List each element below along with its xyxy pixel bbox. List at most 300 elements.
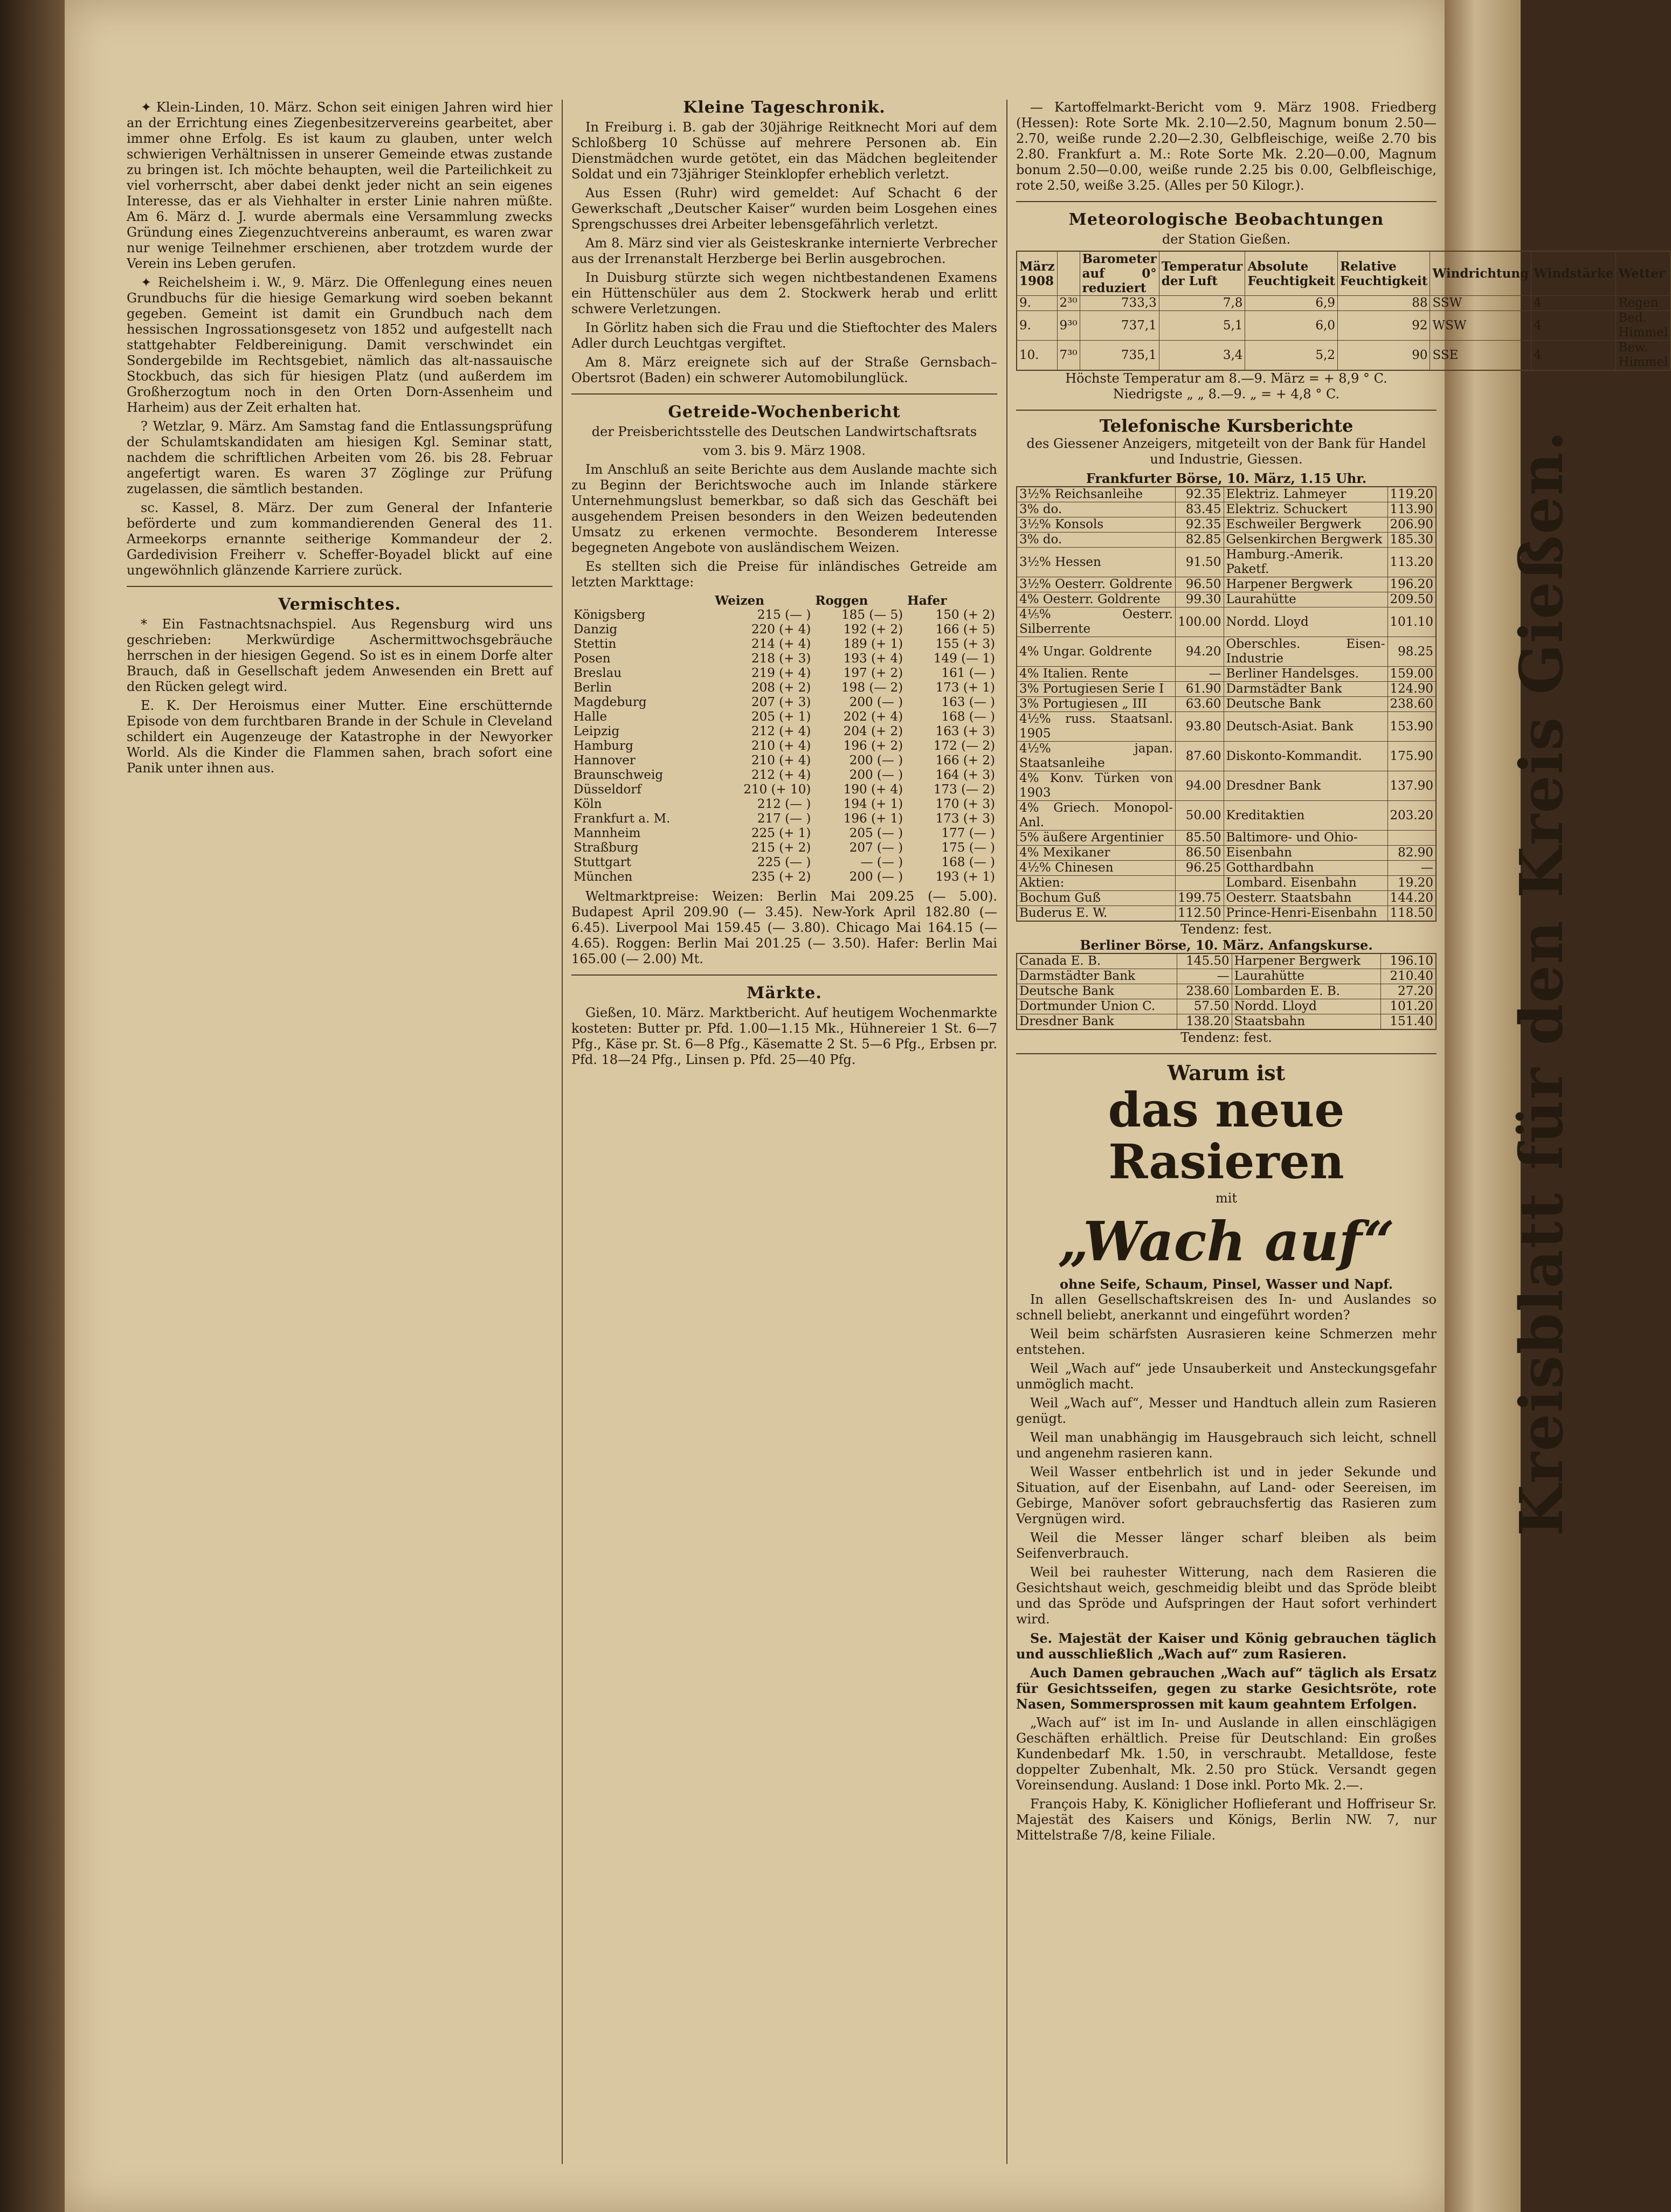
- table-cell: 90: [1337, 341, 1430, 371]
- article-fastnacht: * Ein Fastnachtsnachspiel. Aus Regensburg wird uns geschrieben: Merkwürdige Aschermittwochsgebräuche herrschen in der hiesigen Gegend. So ist es in einem Dorfe alter Brauch, daß in Gesellschaft jedem Anwesenden ein Brett auf den Rücken gelegt wird.: [127, 617, 553, 694]
- table-cell: 168 (— ): [941, 855, 995, 869]
- table-row: [571, 754, 997, 768]
- table-row: [571, 608, 997, 623]
- table-cell: 215 (+ 2): [751, 841, 811, 855]
- table-cell: 197 (+ 2): [843, 666, 903, 680]
- table-cell: Danzig: [574, 623, 618, 637]
- ad-question: Warum ist: [1167, 1061, 1286, 1085]
- article-klein-linden: ✦ Klein-Linden, 10. März. Schon seit einigen Jahren wird hier an der Errichtung eines Ziegenbesitzervereins gearbeitet, aber immer ohne Erfolg. Es ist kaum zu glauben, unter welch schwierigen Verhältnissen in unserer Gemeinde etwas zustande zu bringen ist. Ich möchte behaupten, weil die Parteilichkeit zu viel vorherrscht, aber dabei denkt jeder nicht an sein eigenes Interesse, das er als Viehhalter in erster Linie nahren müßte. Am 6. März d. J. wurde abermals eine Versammlung zwecks Gründung eines Ziegenzuchtvereins anberaumt, es waren zwar nur wenige Teilnehmer erschienen, aber trotzdem wurde der Verein ins Leben gerufen.: [127, 100, 553, 271]
- table-cell: Darmstädter Bank: [1017, 969, 1177, 984]
- table-cell: 196.20: [1387, 577, 1436, 592]
- table-row: [571, 841, 997, 855]
- table-cell: 5% äußere Argentinier: [1017, 831, 1176, 846]
- table-cell: 138.20: [1177, 1014, 1232, 1030]
- table-cell: 192 (+ 2): [843, 623, 903, 637]
- table-cell: 3% do.: [1017, 533, 1176, 548]
- table-row: [1017, 517, 1436, 533]
- article-goerlitz: In Görlitz haben sich die Frau und die Stieftochter des Malers Adler durch Leuchtgas vergiftet.: [571, 320, 997, 351]
- table-cell: 225 (+ 1): [751, 826, 811, 840]
- table-cell: 235 (+ 2): [751, 870, 811, 884]
- table-cell: 87.60: [1176, 742, 1224, 771]
- table-cell: 210 (+ 4): [751, 754, 811, 768]
- table-cell: 206.90: [1387, 517, 1436, 533]
- ad-firm: François Haby, K. Königlicher Hoflieferant und Hoffriseur Sr. Majestät des Kaisers und Königs, Berlin NW. 7, nur Mittelstraße 7/8, keine Filiale.: [1016, 1796, 1437, 1843]
- berlin-stock-table: [1016, 953, 1437, 1030]
- table-cell: 200 (— ): [849, 768, 903, 782]
- masthead-title: Kreisblatt für den Kreis Gießen.: [1507, 430, 1576, 1536]
- table-cell: Frankfurt a. M.: [574, 812, 671, 826]
- table-cell: 112.50: [1176, 906, 1224, 922]
- table-cell: 164 (+ 3): [935, 768, 995, 782]
- table-cell: 200 (— ): [849, 870, 903, 884]
- divider: [1016, 410, 1437, 411]
- table-row: [571, 637, 997, 652]
- table-cell: 155 (+ 3): [935, 637, 995, 651]
- table-cell: 6,0: [1245, 311, 1338, 341]
- table-row: [1017, 341, 1670, 371]
- article-wetzlar: ? Wetzlar, 9. März. Am Samstag fand die Entlassungsprüfung der Schulamtskandidaten am hiesigen Kgl. Seminar statt, nachdem die schriftlichen Arbeiten vom 26. bis 28. Februar angefertigt waren. Es waren 37 Zöglinge zur Prüfung zugelassen, die sämtlich bestanden.: [127, 419, 553, 496]
- table-cell: 92.35: [1176, 487, 1224, 502]
- table-cell: 9³⁰: [1057, 311, 1080, 341]
- table-cell: Bochum Guß: [1017, 891, 1176, 906]
- table-row: [1017, 984, 1436, 999]
- table-cell: 212 (— ): [757, 797, 811, 811]
- table-row: [1017, 296, 1670, 311]
- table-cell: 205 (— ): [849, 826, 903, 840]
- table-cell: 4% Oesterr. Goldrente: [1017, 592, 1176, 607]
- table-cell: Berliner Handelsges.: [1224, 667, 1387, 682]
- table-row: [571, 724, 997, 739]
- table-cell: 91.50: [1176, 548, 1224, 577]
- table-cell: Königsberg: [574, 608, 646, 622]
- meteo-subtitle: der Station Gießen.: [1162, 232, 1291, 247]
- table-cell: 153.90: [1387, 712, 1436, 742]
- table-cell: 3% Portugiesen Serie I: [1017, 682, 1176, 697]
- table-cell: 210 (+ 4): [751, 739, 811, 753]
- table-cell: 9.: [1017, 296, 1057, 311]
- table-row: [1017, 876, 1436, 891]
- table-cell: 113.20: [1387, 548, 1436, 577]
- grain-price-table: [571, 593, 997, 884]
- table-cell: 93.80: [1176, 712, 1224, 742]
- table-cell: 170 (+ 3): [935, 797, 995, 811]
- column-1: [127, 100, 553, 779]
- divider: [1016, 201, 1437, 202]
- table-cell: Bew. Himmel: [1616, 341, 1671, 371]
- table-row: [571, 695, 997, 710]
- table-row: [1017, 487, 1436, 502]
- table-cell: 57.50: [1177, 999, 1232, 1014]
- article-gernsbach: Am 8. März ereignete sich auf der Straße Gernsbach–Obertsrot (Baden) ein schwerer Automobilunglück.: [571, 355, 997, 385]
- table-cell: 27.20: [1381, 984, 1436, 999]
- kurse-frankfurt-heading: Frankfurter Börse, 10. März, 1.15 Uhr.: [1086, 471, 1367, 486]
- divider: [127, 586, 553, 587]
- table-cell: 193 (+ 1): [935, 870, 995, 884]
- table-cell: Halle: [574, 710, 607, 724]
- table-cell: 96.50: [1176, 577, 1224, 592]
- table-cell: Dresdner Bank: [1017, 1014, 1177, 1030]
- table-cell: 238.60: [1387, 697, 1436, 712]
- table-row: [1017, 861, 1436, 876]
- table-cell: 173 (+ 1): [935, 681, 995, 695]
- table-cell: Breslau: [574, 666, 622, 680]
- table-cell: 168 (— ): [941, 710, 995, 724]
- table-cell: 118.50: [1387, 906, 1436, 922]
- table-cell: 4% Griech. Monopol-Anl.: [1017, 801, 1176, 831]
- table-cell: Staatsbahn: [1232, 1014, 1381, 1030]
- table-cell: Buderus E. W.: [1017, 906, 1176, 922]
- table-cell: 200 (— ): [849, 754, 903, 768]
- table-cell: 98.25: [1387, 637, 1436, 667]
- table-cell: 210 (+ 10): [743, 783, 811, 797]
- table-cell: 4: [1531, 341, 1616, 371]
- article-reichelsheim: ✦ Reichelsheim i. W., 9. März. Die Offenlegung eines neuen Grundbuchs für die hiesige Gemarkung wird soeben bekannt gegeben. Gemeint ist damit ein Grundbuch nach dem hessischen Ingrossationsgesetz von 1852 und aufgestellt nach stattgehabter Feldbereinigung. Damit verschwindet ein Sondergebilde im Rechtsgebiet, nämlich das alt-nassauische Stockbuch, das sich für hiesigen Platz (und außerdem im Großherzogtum noch in den Orten Dorn-Assenheim und Harheim) aus der Zeit erhalten hat.: [127, 275, 553, 415]
- table-cell: 4½% russ. Staatsanl. 1905: [1017, 712, 1176, 742]
- table-cell: 3½% Oesterr. Goldrente: [1017, 577, 1176, 592]
- table-cell: Braunschweig: [574, 768, 664, 782]
- table-row: [571, 783, 997, 797]
- ad-mit: mit: [1215, 1191, 1238, 1206]
- table-header: Hafer: [907, 593, 947, 608]
- table-row: [1017, 637, 1436, 667]
- section-title-maerkte: Märkte.: [747, 984, 822, 1003]
- table-cell: Elektriz. Schuckert: [1224, 502, 1387, 517]
- table-cell: 101.10: [1387, 607, 1436, 637]
- table-row: [571, 710, 997, 724]
- table-cell: 737,1: [1080, 311, 1159, 341]
- table-header: [1057, 251, 1080, 296]
- table-cell: 92: [1337, 311, 1430, 341]
- column-rule-1: [562, 100, 563, 2164]
- tendenz-berlin: Tendenz: fest.: [1180, 1030, 1272, 1045]
- masthead-vertical: [1455, 430, 1576, 1536]
- table-cell: Magdeburg: [574, 695, 647, 709]
- table-cell: 7,8: [1159, 296, 1245, 311]
- table-cell: Harpener Bergwerk: [1224, 577, 1387, 592]
- table-cell: Harpener Bergwerk: [1232, 953, 1381, 969]
- table-row: [571, 739, 997, 754]
- table-cell: 210.40: [1381, 969, 1436, 984]
- table-cell: 4½% japan. Staatsanleihe: [1017, 742, 1176, 771]
- table-cell: 3% Portugiesen „ III: [1017, 697, 1176, 712]
- table-cell: Kreditaktien: [1224, 801, 1387, 831]
- table-cell: 119.20: [1387, 487, 1436, 502]
- article-herzberge: Am 8. März sind vier als Geisteskranke internierte Verbrecher aus der Irrenanstalt Herzberge bei Berlin ausgebrochen.: [571, 236, 997, 266]
- table-cell: 196 (+ 1): [843, 812, 903, 826]
- table-cell: 10.: [1017, 341, 1057, 371]
- table-cell: 196 (+ 2): [843, 739, 903, 753]
- table-cell: 85.50: [1176, 831, 1224, 846]
- ad-headline: das neue Rasieren: [1108, 1082, 1345, 1190]
- article-kassel: sc. Kassel, 8. März. Der zum General der Infanterie beförderte und zum kommandierenden General des 11. Armeekorps ernannte seitherige Kommandeur der 2. Gardedivision Freiherr v. Scheffer-Boyadel blickt auf eine ungewöhnlich glänzende Karriere zurück.: [127, 500, 553, 578]
- table-cell: 159.00: [1387, 667, 1436, 682]
- table-cell: Lombarden E. B.: [1232, 984, 1381, 999]
- table-row: [1017, 533, 1436, 548]
- article-giessen-markt: Gießen, 10. März. Marktbericht. Auf heutigem Wochenmarkte kosteten: Butter pr. Pfd. 1.00—1.15 Mk., Hühnereier 1 St. 6—7 Pfg., Käse pr. St. 6—8 Pfg., Käsematte 2 St. 5—6 Pfg., Erbsen pr. Pfd. 18—24 Pfg., Linsen p. Pfd. 25—40 Pfg.: [571, 1005, 997, 1067]
- table-header: Absolute Feuchtigkeit: [1245, 251, 1338, 296]
- getreide-subtitle-2: vom 3. bis 9. März 1908.: [703, 443, 866, 458]
- table-cell: 4% Mexikaner: [1017, 846, 1176, 861]
- table-cell: Darmstädter Bank: [1224, 682, 1387, 697]
- ad-text-4: Weil „Wach auf“, Messer und Handtuch allein zum Rasieren genügt.: [1016, 1395, 1437, 1426]
- table-cell: Hamburg.-Amerik. Paketf.: [1224, 548, 1387, 577]
- table-cell: 4% Ungar. Goldrente: [1017, 637, 1176, 667]
- table-cell: 207 (— ): [849, 841, 903, 855]
- article-heroismus: E. K. Der Heroismus einer Mutter. Eine erschütternde Episode von dem furchtbaren Brande in der Schule in Cleveland schildert ein Augenzeuge der Katastrophe in der Newyorker World. Als die Kinder die Flammen sahen, brach sofort eine Panik unter ihnen aus.: [127, 698, 553, 776]
- table-cell: 238.60: [1177, 984, 1232, 999]
- article-getreide-preise-intro: Es stellten sich die Preise für inländisches Getreide am letzten Markttage:: [571, 559, 997, 590]
- table-row: [1017, 502, 1436, 517]
- article-duisburg: In Duisburg stürzte sich wegen nichtbestandenen Examens ein Hüttenschüler aus dem 2. Stockwerk herab und erlitt schwere Verletzungen.: [571, 270, 997, 316]
- table-cell: 96.25: [1176, 861, 1224, 876]
- table-cell: 150 (+ 2): [935, 608, 995, 622]
- table-cell: 113.90: [1387, 502, 1436, 517]
- column-2: [571, 100, 997, 1071]
- table-row: [1017, 577, 1436, 592]
- table-header: Temperatur der Luft: [1159, 251, 1245, 296]
- kurse-subtitle: des Giessener Anzeigers, mitgeteilt von der Bank für Handel und Industrie, Giessen.: [1026, 436, 1426, 467]
- table-cell: 3½% Konsols: [1017, 517, 1176, 533]
- table-row: [1017, 667, 1436, 682]
- table-cell: 196.10: [1381, 953, 1436, 969]
- table-cell: 177 (— ): [941, 826, 995, 840]
- table-cell: 163 (+ 3): [935, 724, 995, 738]
- table-cell: 194 (+ 1): [843, 797, 903, 811]
- table-cell: 199.75: [1176, 891, 1224, 906]
- table-cell: 198 (— 2): [841, 681, 903, 695]
- table-cell: Dortmunder Union C.: [1017, 999, 1177, 1014]
- ad-text-8: Weil bei rauhester Witterung, nach dem Rasieren die Gesichtshaut weich, geschmeidig bleibt und das Spröde bleibt und das Spröde und Aufspringen der Haut sofort verhindert wird.: [1016, 1565, 1437, 1627]
- table-cell: 6,9: [1245, 296, 1338, 311]
- weltmarkt-prices: Weltmarktpreise: Weizen: Berlin Mai 209.25 (— 5.00). Budapest April 209.90 (— 3.45). New-York April 182.80 (— 6.45). Liverpool Mai 159.45 (— 3.80). Chicago Mai 164.15 (— 4.65). Roggen: Berlin Mai 201.25 (— 3.50). Hafer: Berlin Mai 165.00 (— 2.00) Mt.: [571, 889, 997, 966]
- table-cell: 189 (+ 1): [843, 637, 903, 651]
- ad-text-5: Weil man unabhängig im Hausgebrauch sich leicht, schnell und angenehm rasieren kann.: [1016, 1430, 1437, 1461]
- table-cell: 145.50: [1177, 953, 1232, 969]
- article-getreide-intro: Im Anschluß an seite Berichte aus dem Auslande machte sich zu Beginn der Berichtswoche auch im Inlande stärkere Unternehmungslust bemerkbar, so daß sich das Geschäft bei ausgehendem Preisen besonders in den Weizen bedeutenden Umsatz zu erkenen vermochte. Besonderem Interesse begegneten Angebote von ausländischem Weizen.: [571, 462, 997, 555]
- table-cell: 50.00: [1176, 801, 1224, 831]
- section-title-vermischtes: Vermischtes.: [278, 595, 401, 614]
- table-header: Wetter: [1616, 251, 1671, 296]
- table-cell: Stuttgart: [574, 855, 631, 869]
- table-cell: — (— ): [860, 855, 903, 869]
- table-cell: Nordd. Lloyd: [1224, 607, 1387, 637]
- table-cell: 137.90: [1387, 771, 1436, 801]
- table-cell: 218 (+ 3): [751, 652, 811, 666]
- ad-text-6: Weil Wasser entbehrlich ist und in jeder Sekunde und Situation, auf der Eisenbahn, auf Land- oder Seereisen, im Gebirge, Manöver sofort gebrauchsfertig das Rasieren zum Vergnügen wird.: [1016, 1464, 1437, 1526]
- table-cell: 61.90: [1176, 682, 1224, 697]
- divider: [571, 393, 997, 395]
- table-row: [571, 797, 997, 812]
- table-cell: 4: [1531, 296, 1616, 311]
- table-cell: Straßburg: [574, 841, 639, 855]
- table-cell: 185.30: [1387, 533, 1436, 548]
- table-row: [1017, 592, 1436, 607]
- article-essen: Aus Essen (Ruhr) wird gemeldet: Auf Schacht 6 der Gewerkschaft „Deutscher Kaiser“ wurden beim Losgehen eines Sprengschusses drei Arbeiter lebensgefährlich verletzt.: [571, 185, 997, 232]
- table-header: Barometer auf 0° reduziert: [1080, 251, 1159, 296]
- table-cell: Leipzig: [574, 724, 620, 738]
- table-cell: 124.90: [1387, 682, 1436, 697]
- table-cell: 82.85: [1176, 533, 1224, 548]
- table-cell: 166 (+ 2): [935, 754, 995, 768]
- table-cell: 161 (— ): [941, 666, 995, 680]
- kurse-berlin-heading: Berliner Börse, 10. März. Anfangskurse.: [1080, 937, 1373, 953]
- table-cell: Deutsche Bank: [1017, 984, 1177, 999]
- column-rule-2: [1006, 100, 1007, 2164]
- table-cell: 101.20: [1381, 999, 1436, 1014]
- table-cell: —: [1176, 667, 1224, 682]
- ad-text-10: Auch Damen gebrauchen „Wach auf“ täglich als Ersatz für Gesichtsseifen, gegen zu starke Gesichtsröte, rote Nasen, Sommersprossen mit kaum geahntem Erfolgen.: [1016, 1665, 1437, 1712]
- table-cell: Berlin: [574, 681, 612, 695]
- table-cell: 4: [1531, 311, 1616, 341]
- table-cell: Prince-Henri-Eisenbahn: [1224, 906, 1387, 922]
- table-cell: 203.20: [1387, 801, 1436, 831]
- ad-text-3: Weil „Wach auf“ jede Unsauberkeit und Ansteckungsgefahr unmöglich macht.: [1016, 1361, 1437, 1392]
- table-cell: —: [1387, 861, 1436, 876]
- weather-table: [1016, 251, 1671, 371]
- table-cell: Posen: [574, 652, 611, 666]
- ad-text-2: Weil beim schärfsten Ausrasieren keine Schmerzen mehr entstehen.: [1016, 1326, 1437, 1357]
- table-row: [571, 623, 997, 637]
- table-cell: Mannheim: [574, 826, 641, 840]
- table-cell: 173 (+ 3): [935, 812, 995, 826]
- table-cell: Laurahütte: [1224, 592, 1387, 607]
- table-header: Windrichtung: [1430, 251, 1531, 296]
- table-cell: SSE: [1430, 341, 1531, 371]
- table-cell: WSW: [1430, 311, 1531, 341]
- table-row: [1017, 311, 1670, 341]
- table-cell: [1387, 831, 1436, 846]
- table-header: Relative Feuchtigkeit: [1337, 251, 1430, 296]
- section-title-kurse: Telefonische Kursberichte: [1099, 416, 1354, 436]
- table-row: [1017, 697, 1436, 712]
- table-row: [1017, 682, 1436, 697]
- table-cell: 5,1: [1159, 311, 1245, 341]
- table-row: [1017, 742, 1436, 771]
- table-cell: 4⅕% Oesterr. Silberrente: [1017, 607, 1176, 637]
- table-row: [571, 855, 997, 870]
- table-cell: 144.20: [1387, 891, 1436, 906]
- table-header: Roggen: [815, 593, 868, 608]
- table-row: [1017, 801, 1436, 831]
- table-cell: 175 (— ): [941, 841, 995, 855]
- table-cell: 149 (— 1): [933, 652, 995, 666]
- table-cell: 88: [1337, 296, 1430, 311]
- divider: [571, 974, 997, 976]
- table-cell: Oesterr. Staatsbahn: [1224, 891, 1387, 906]
- table-cell: 3% do.: [1017, 502, 1176, 517]
- ad-text-11: „Wach auf“ ist im In- und Auslande in allen einschlägigen Geschäften erhältlich. Preise für Deutschland: Ein großes Kundenbedarf Mk. 1.50, in verschraubt. Metalldose, feste doppelter Zubenhalt, Mk. 2.50 pro Stück. Versandt gegen Voreinsendung. Ausland: 1 Dose inkl. Porto Mk. 2.—.: [1016, 1715, 1437, 1793]
- table-cell: SSW: [1430, 296, 1531, 311]
- table-cell: 94.00: [1176, 771, 1224, 801]
- table-cell: 9.: [1017, 311, 1057, 341]
- table-header: Weizen: [715, 593, 765, 608]
- table-cell: 151.40: [1381, 1014, 1436, 1030]
- table-header: [571, 593, 713, 608]
- table-cell: 63.60: [1176, 697, 1224, 712]
- table-cell: Düsseldorf: [574, 783, 641, 797]
- table-row: [1017, 999, 1436, 1014]
- article-freiburg: In Freiburg i. B. gab der 30jährige Reitknecht Mori auf dem Schloßberg 10 Schüsse auf mehrere Personen ab. Ein Dienstmädchen wurde getötet, ein das Mädchen begleitender Soldat und ein 73jähriger Steinklopfer erheblich verletzt.: [571, 120, 997, 182]
- table-cell: 202 (+ 4): [843, 710, 903, 724]
- table-cell: Diskonto-Kommandit.: [1224, 742, 1387, 771]
- table-cell: 82.90: [1387, 846, 1436, 861]
- table-cell: 19.20: [1387, 876, 1436, 891]
- table-cell: 193 (+ 4): [843, 652, 903, 666]
- table-cell: 3½% Reichsanleihe: [1017, 487, 1176, 502]
- table-row: [1017, 548, 1436, 577]
- table-row: [571, 812, 997, 826]
- table-cell: 172 (— 2): [933, 739, 995, 753]
- table-cell: 733,3: [1080, 296, 1159, 311]
- ad-brand: „Wach auf“: [1058, 1209, 1395, 1273]
- table-cell: 166 (+ 5): [935, 623, 995, 637]
- table-cell: 735,1: [1080, 341, 1159, 371]
- table-cell: 3,4: [1159, 341, 1245, 371]
- meteo-min: Niedrigste „ „ 8.—9. „ = + 4,8 ° C.: [1113, 386, 1340, 402]
- section-title-getreide: Getreide-Wochenbericht: [668, 403, 901, 421]
- table-row: [571, 681, 997, 695]
- table-row: [571, 666, 997, 681]
- table-row: [1017, 969, 1436, 984]
- section-title-tageschronik: Kleine Tageschronik.: [683, 98, 886, 117]
- table-row: [1017, 846, 1436, 861]
- table-cell: [1176, 876, 1224, 891]
- ad-text-7: Weil die Messer länger scharf bleiben als beim Seifenverbrauch.: [1016, 1530, 1437, 1561]
- table-header: März 1908: [1017, 251, 1057, 296]
- table-cell: 212 (+ 4): [751, 768, 811, 782]
- table-cell: 225 (— ): [757, 855, 811, 869]
- table-cell: Dresdner Bank: [1224, 771, 1387, 801]
- table-row: [571, 652, 997, 666]
- table-row: [1017, 712, 1436, 742]
- table-cell: Eisenbahn: [1224, 846, 1387, 861]
- table-cell: 200 (— ): [849, 695, 903, 709]
- table-cell: 190 (+ 4): [843, 783, 903, 797]
- table-cell: Aktien:: [1017, 876, 1176, 891]
- table-cell: Hannover: [574, 754, 636, 768]
- table-cell: 205 (+ 1): [751, 710, 811, 724]
- table-cell: Hamburg: [574, 739, 633, 753]
- table-cell: Nordd. Lloyd: [1232, 999, 1381, 1014]
- section-title-meteo: Meteorologische Beobachtungen: [1068, 210, 1384, 229]
- table-cell: 209.50: [1387, 592, 1436, 607]
- table-cell: Lombard. Eisenbahn: [1224, 876, 1387, 891]
- tendenz-frankfurt: Tendenz: fest.: [1180, 922, 1272, 937]
- table-cell: 219 (+ 4): [751, 666, 811, 680]
- frankfurt-stock-table: [1016, 486, 1437, 922]
- ad-text-1: In allen Gesellschaftskreisen des In- und Auslandes so schnell beliebt, anerkannt und eingeführt worden?: [1016, 1292, 1437, 1323]
- table-cell: Gelsenkirchen Bergwerk: [1224, 533, 1387, 548]
- meteo-max: Höchste Temperatur am 8.—9. März = + 8,9 ° C.: [1065, 371, 1387, 386]
- table-cell: Köln: [574, 797, 602, 811]
- table-cell: 173 (— 2): [933, 783, 995, 797]
- ad-subline: ohne Seife, Schaum, Pinsel, Wasser und Napf.: [1059, 1276, 1393, 1292]
- table-cell: Baltimore- und Ohio-: [1224, 831, 1387, 846]
- table-row: [1017, 831, 1436, 846]
- table-cell: 2³⁰: [1057, 296, 1080, 311]
- table-cell: 4% Konv. Türken von 1903: [1017, 771, 1176, 801]
- table-cell: 217 (— ): [757, 812, 811, 826]
- table-cell: Bed. Himmel: [1616, 311, 1671, 341]
- table-cell: 214 (+ 4): [751, 637, 811, 651]
- table-cell: Canada E. B.: [1017, 953, 1177, 969]
- table-cell: Deutsche Bank: [1224, 697, 1387, 712]
- table-cell: Regen: [1616, 296, 1671, 311]
- table-row: [1017, 953, 1436, 969]
- table-row: [1017, 607, 1436, 637]
- table-row: [1017, 771, 1436, 801]
- table-cell: 215 (— ): [757, 608, 811, 622]
